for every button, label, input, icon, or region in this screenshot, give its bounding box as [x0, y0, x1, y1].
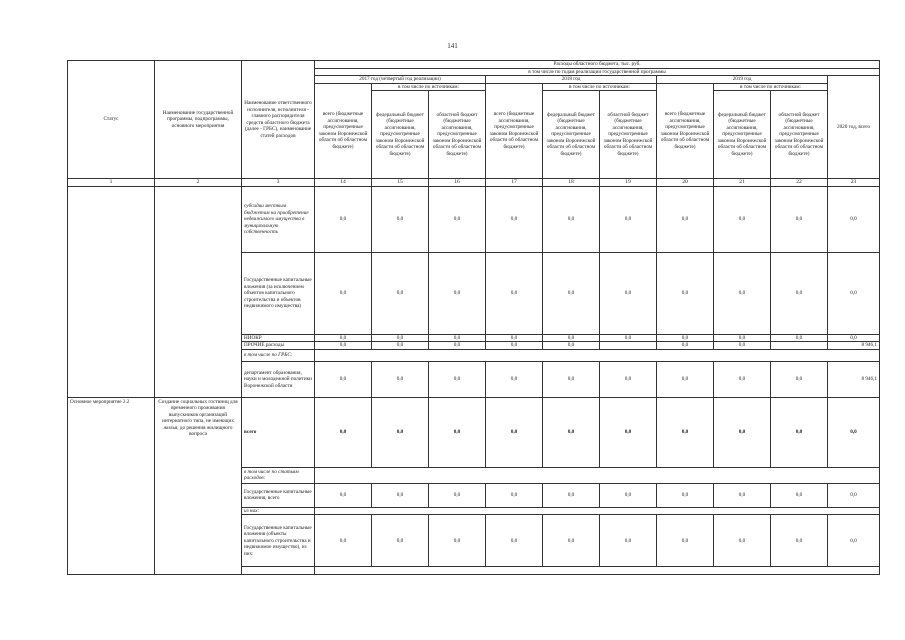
- value-cell: 0,0: [315, 515, 372, 567]
- value-cell: 0,0: [657, 397, 714, 467]
- value-cell: 0,0: [315, 252, 372, 334]
- header-sources-2017: в том числе по источникам:: [372, 83, 486, 91]
- value-cell: 0,0: [714, 334, 771, 342]
- value-cell: 0,0: [429, 361, 486, 397]
- value-cell: 0,0: [429, 334, 486, 342]
- row-label-grbs: в том числе по ГРБС:: [242, 349, 315, 361]
- col-number: 22: [771, 179, 828, 187]
- value-cell: 0,0: [600, 334, 657, 342]
- col-number: 19: [600, 179, 657, 187]
- value-cell: 0,0: [771, 186, 828, 252]
- header-federal-2019: федеральный бюджет (бюджетные ассигнования, предусмотренные законом Воронежской области об областном бюджете): [714, 91, 771, 179]
- col-number: 16: [429, 179, 486, 187]
- header-sources-2019: в том числе по источникам:: [714, 83, 828, 91]
- value-cell: 0,0: [372, 515, 429, 567]
- value-cell: 0,0: [486, 342, 543, 350]
- value-cell: 8 946,1: [828, 342, 880, 350]
- col-number: 1: [68, 179, 155, 187]
- value-cell: 0,0: [372, 483, 429, 507]
- value-cell: 0,0: [543, 252, 600, 334]
- header-program-name: Наименование государственной программы, подпрограммы, основного мероприятия: [155, 61, 242, 179]
- header-total-2017: всего (бюджетные ассигнования, предусмотренные законом Воронежской области об областном бюджете): [315, 83, 372, 179]
- budget-table: [67, 60, 880, 575]
- header-federal-2018: федеральный бюджет (бюджетные ассигнования, предусмотренные законом Воронежской области об областном бюджете): [543, 91, 600, 179]
- value-cell: 0,0: [315, 334, 372, 342]
- value-cell: 0,0: [600, 186, 657, 252]
- header-year-2017: 2017 год (четвертый год реализации): [315, 76, 486, 84]
- value-cell: 0,0: [657, 515, 714, 567]
- col-number: 3: [242, 179, 315, 187]
- row-label-capital-objects: Государственные капитальные вложения (объекты капитального строительства и недвижимое имущество), из них:: [242, 515, 315, 567]
- value-cell: 0,0: [429, 515, 486, 567]
- value-cell: 0,0: [372, 334, 429, 342]
- value-cell: 0,0: [486, 252, 543, 334]
- col-number: 14: [315, 179, 372, 187]
- value-cell: 0,0: [771, 334, 828, 342]
- value-cell: 0,0: [771, 252, 828, 334]
- value-cell: 0,0: [543, 483, 600, 507]
- header-sources-2018: в том числе по источникам:: [543, 83, 657, 91]
- value-cell: 0,0: [372, 361, 429, 397]
- value-cell: 0,0: [486, 334, 543, 342]
- row-label-other: ПРОЧИЕ расходы: [242, 342, 315, 350]
- row-label-by-articles: в том числе по статьям расходов:: [242, 467, 315, 483]
- value-cell: 0,0: [714, 483, 771, 507]
- row-label-subsidies: субсидии местным бюджетам на приобретение недвижимого имущества в муниципальную собственность: [242, 186, 315, 252]
- value-cell: 0,0: [714, 186, 771, 252]
- empty-cells: [315, 349, 880, 361]
- value-cell: 0,0: [714, 342, 771, 350]
- col-number: 15: [372, 179, 429, 187]
- header-status: Статус: [68, 61, 155, 179]
- value-cell: 0,0: [372, 252, 429, 334]
- value-cell: 0,0: [486, 515, 543, 567]
- value-cell: 0,0: [657, 334, 714, 342]
- value-cell: 0,0: [600, 252, 657, 334]
- value-cell: 0,0: [657, 252, 714, 334]
- value-cell: 0,0: [828, 334, 880, 342]
- value-cell: 0,0: [714, 515, 771, 567]
- header-year-2019: 2019 год: [657, 76, 828, 84]
- value-cell: 0,0: [714, 397, 771, 467]
- col-number: 21: [714, 179, 771, 187]
- value-cell: 0,0: [315, 361, 372, 397]
- value-cell: 0,0: [315, 483, 372, 507]
- header-expenses: Расходы областного бюджета, тыс. руб.: [315, 61, 880, 69]
- header-total-2019: всего (бюджетные ассигнования, предусмотренные законом Воронежской области об областном бюджете): [657, 83, 714, 179]
- header-year-2020: 2020 год, всего: [828, 76, 880, 179]
- value-cell: 0,0: [771, 483, 828, 507]
- col-number: 17: [486, 179, 543, 187]
- value-cell: 0,0: [429, 252, 486, 334]
- row-label-capital: Государственные капитальные вложения (за исключением объектов капитального строительства и объектов недвижимого имущества): [242, 252, 315, 334]
- value-cell: 0,0: [372, 397, 429, 467]
- value-cell: 0,0: [543, 397, 600, 467]
- value-cell: [600, 342, 657, 350]
- header-total-2018: всего (бюджетные ассигнования, предусмотренные законом Воронежской области об областном бюджете): [486, 83, 543, 179]
- col-number: 23: [828, 179, 880, 187]
- value-cell: 0,0: [543, 186, 600, 252]
- header-regional-2017: областной бюджет (бюджетные ассигнования, предусмотренные законом Воронежской области об областном бюджете): [429, 91, 486, 179]
- value-cell: 0,0: [543, 361, 600, 397]
- value-cell: 0,0: [486, 361, 543, 397]
- row-label-niokr: НИОКР: [242, 334, 315, 342]
- col-number: 18: [543, 179, 600, 187]
- header-regional-2019: областной бюджет (бюджетные ассигнования, предусмотренные законом Воронежской области об областном бюджете): [771, 91, 828, 179]
- value-cell: 0,0: [543, 342, 600, 350]
- value-cell: 0,0: [828, 515, 880, 567]
- header-federal-2017: федеральный бюджет (бюджетные ассигнования, предусмотренные законом Воронежской области об областном бюджете): [372, 91, 429, 179]
- value-cell: 0,0: [429, 186, 486, 252]
- value-cell: 0,0: [372, 342, 429, 350]
- value-cell: 0,0: [600, 483, 657, 507]
- row-label-capital-total: Государственные капитальные вложения, всего: [242, 483, 315, 507]
- value-cell: 0,0: [429, 397, 486, 467]
- value-cell: 0,0: [486, 186, 543, 252]
- value-cell: 8 946,1: [828, 361, 880, 397]
- value-cell: 0,0: [828, 397, 880, 467]
- row-label-department: департамент образования, науки и молодежной политики Воронежской области: [242, 361, 315, 397]
- header-regional-2018: областной бюджет (бюджетные ассигнования, предусмотренные законом Воронежской области об областном бюджете): [600, 91, 657, 179]
- row-label-of-them: из них:: [242, 507, 315, 515]
- value-cell: 0,0: [771, 515, 828, 567]
- value-cell: 0,0: [714, 361, 771, 397]
- value-cell: 0,0: [828, 252, 880, 334]
- value-cell: 0,0: [714, 252, 771, 334]
- value-cell: 0,0: [543, 334, 600, 342]
- value-cell: [771, 342, 828, 350]
- measure-name: Создание социальных гостиниц для временного проживания выпускников организаций интернатного типа, не имеющих жилья, до решения жилищного вопроса: [155, 397, 242, 575]
- empty-cells: [315, 567, 880, 575]
- col-number: 20: [657, 179, 714, 187]
- value-cell: 0,0: [486, 483, 543, 507]
- value-cell: 0,0: [429, 342, 486, 350]
- empty-row-label: [242, 567, 315, 575]
- empty-cells: [315, 467, 880, 483]
- value-cell: 0,0: [657, 361, 714, 397]
- value-cell: 0,0: [828, 483, 880, 507]
- value-cell: 0,0: [657, 342, 714, 350]
- value-cell: 0,0: [486, 397, 543, 467]
- header-executor: Наименование ответственного исполнителя, исполнителя - главного распорядителя средств областного бюджета (далее - ГРБС), наименование статей расходов: [242, 61, 315, 179]
- col-number: 2: [155, 179, 242, 187]
- value-cell: 0,0: [600, 515, 657, 567]
- value-cell: 0,0: [600, 361, 657, 397]
- value-cell: 0,0: [315, 397, 372, 467]
- value-cell: 0,0: [771, 397, 828, 467]
- program-cell-empty: [155, 186, 242, 397]
- value-cell: 0,0: [657, 483, 714, 507]
- value-cell: 0,0: [600, 397, 657, 467]
- value-cell: 0,0: [771, 361, 828, 397]
- value-cell: 0,0: [543, 515, 600, 567]
- value-cell: 0,0: [315, 186, 372, 252]
- value-cell: 0,0: [429, 483, 486, 507]
- page-number: 141: [447, 42, 458, 50]
- value-cell: 0,0: [657, 186, 714, 252]
- empty-cells: [315, 507, 880, 515]
- row-label-total: всего: [242, 397, 315, 467]
- value-cell: 0,0: [828, 186, 880, 252]
- header-by-years: в том числе по годам реализации государственной программы: [315, 68, 880, 76]
- value-cell: 0,0: [315, 342, 372, 350]
- status-cell-empty: [68, 186, 155, 397]
- value-cell: 0,0: [372, 186, 429, 252]
- header-year-2018: 2018 год: [486, 76, 657, 84]
- measure-status: Основное мероприятие 2.2: [68, 397, 155, 575]
